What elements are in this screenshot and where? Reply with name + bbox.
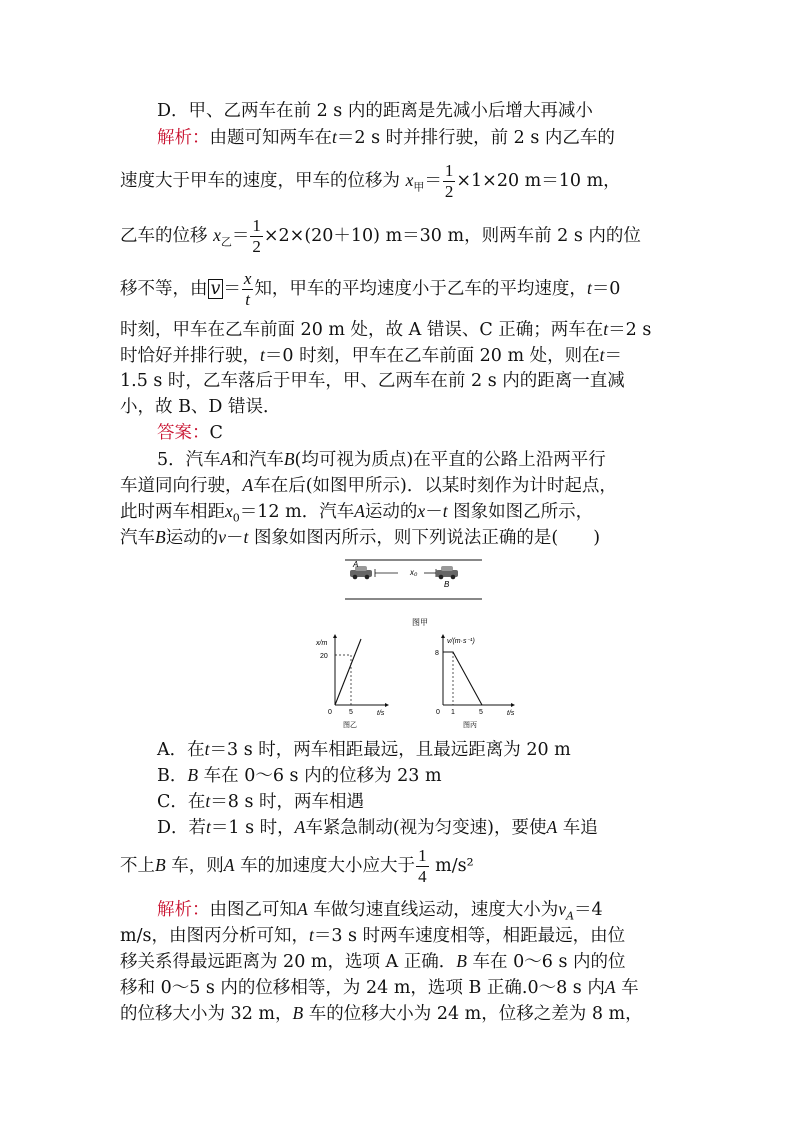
option-d-line2: 不上B 车，则A 车的加速度大小应大于 $\frac{1}{4}$ m/s² bbox=[120, 846, 474, 886]
solution1-line2: 速度大于甲车的速度，甲车的位移为 $x_甲=$ $\frac{1}{2}$ ×1×20 m＝10 m， bbox=[120, 161, 621, 201]
option-a: A．在t＝3 s 时，两车相距最远，且最远距离为 20 m bbox=[157, 739, 571, 760]
solution1-line8: 小，故 B、D 错误． bbox=[120, 397, 281, 417]
fraction-half: $\frac{1}{2}$ bbox=[252, 216, 261, 256]
fraction-half: $\frac{1}{2}$ bbox=[444, 161, 454, 201]
question5-line1: 5．汽车A和汽车B(均可视为质点)在平直的公路上沿两平行 bbox=[157, 449, 606, 470]
solution2-line4: 移和 0～5 s 内的位移相等，为 24 m，选项 B 正确.0～8 s 内A 车 bbox=[120, 977, 639, 998]
figure-yi-x-t-graph bbox=[313, 633, 393, 733]
answer-line bbox=[157, 421, 680, 445]
bing-xtick-0: 0 bbox=[436, 709, 440, 716]
fraction-quarter: $\frac{1}{4}$ bbox=[418, 846, 427, 886]
solution1-line5: 时刻，甲车在乙车前面 20 m 处，故 A 错误、C 正确；两车在t＝2 s bbox=[120, 319, 652, 340]
answer-label: 答案： bbox=[157, 423, 210, 443]
car-b-label: B bbox=[444, 580, 450, 589]
figure-bing-v-t-graph bbox=[427, 633, 527, 733]
bing-ylabel: v/(m·s⁻¹) bbox=[447, 638, 475, 645]
fraction-x-over-t: $\frac{x}{t}$ bbox=[243, 269, 252, 309]
solution2-line5: 的位移大小为 32 m，B 车的位移大小为 24 m，位移之差为 8 m， bbox=[120, 1003, 643, 1024]
figure-yi-caption: 图乙 bbox=[343, 722, 357, 729]
yi-xtick-5: 5 bbox=[349, 709, 353, 716]
option-c: C．在t＝8 s 时，两车相遇 bbox=[157, 791, 365, 812]
solution-label: 解析： bbox=[157, 128, 210, 148]
solution1-line7: 1.5 s 时，乙车落后于甲车，甲、乙两车在前 2 s 内的距离一直减 bbox=[120, 371, 625, 391]
answer-value: C bbox=[209, 423, 223, 443]
figure-jia-caption: 图甲 bbox=[412, 618, 428, 627]
figure-bing-caption: 图丙 bbox=[463, 722, 477, 729]
yi-xlabel: t/s bbox=[377, 710, 385, 717]
figure-jia bbox=[340, 556, 500, 632]
solution2-line2: m/s，由图丙分析可知，t＝3 s 时两车速度相等，相距最远，由位 bbox=[120, 925, 626, 946]
yi-ytick-20: 20 bbox=[320, 653, 328, 660]
yi-ylabel: x/m bbox=[316, 640, 328, 647]
solution1-line1: 解析：由题可知两车在t＝2 s 时并排行驶，前 2 s 内乙车的 bbox=[157, 127, 615, 148]
question5-line3: 此时两车相距$x_0=12$ m．汽车A运动的x－t 图象如图乙所示， bbox=[120, 501, 594, 525]
average-velocity-symbol: v bbox=[208, 279, 224, 299]
option-d-line1: D．若t＝1 s 时，A车紧急制动(视为匀变速)，要使A 车追 bbox=[157, 817, 598, 838]
option-b: B．B 车在 0～6 s 内的位移为 23 m bbox=[157, 765, 442, 786]
car-b-icon bbox=[436, 566, 458, 579]
bing-xtick-5: 5 bbox=[479, 709, 483, 716]
solution-label: 解析： bbox=[157, 900, 210, 920]
question5-line4: 汽车B运动的v－t 图象如图丙所示，则下列说法正确的是( ) bbox=[120, 527, 601, 548]
solution1-line6: 时恰好并排行驶，t＝0 时刻，甲车在乙车前面 20 m 处，则在t＝ bbox=[120, 345, 622, 366]
bing-xlabel: t/s bbox=[507, 710, 515, 717]
bing-line-series bbox=[443, 652, 482, 705]
question5-line2: 车道同向行驶，A车在后(如图甲所示)．以某时刻作为计时起点， bbox=[120, 475, 617, 496]
option-d-previous: D．甲、乙两车在前 2 s 内的距离是先减小后增大再减小 bbox=[157, 101, 593, 121]
bing-xtick-1: 1 bbox=[451, 709, 455, 716]
solution1-line3: 乙车的位移 $x_乙=$ $\frac{1}{2}$ ×2×(20＋10) m＝30 m，则两车前 2 s 内的位 bbox=[120, 216, 641, 256]
yi-line-series bbox=[335, 639, 361, 705]
yi-xtick-0: 0 bbox=[328, 709, 332, 716]
bing-ytick-8: 8 bbox=[435, 650, 439, 657]
solution2-line1: 解析：由图乙可知A 车做匀速直线运动，速度大小为$v_A=4$ bbox=[157, 899, 603, 923]
solution2-line3: 移关系得最远距离为 20 m，选项 A 正确．B 车在 0～6 s 内的位 bbox=[120, 951, 626, 972]
distance-label: x₀ bbox=[410, 568, 418, 577]
car-a-label: A bbox=[353, 560, 359, 569]
solution1-line4: 移不等，由 v ＝ $\frac{x}{t}$ 知，甲车的平均速度小于乙车的平均速度，t＝0 bbox=[120, 269, 621, 309]
